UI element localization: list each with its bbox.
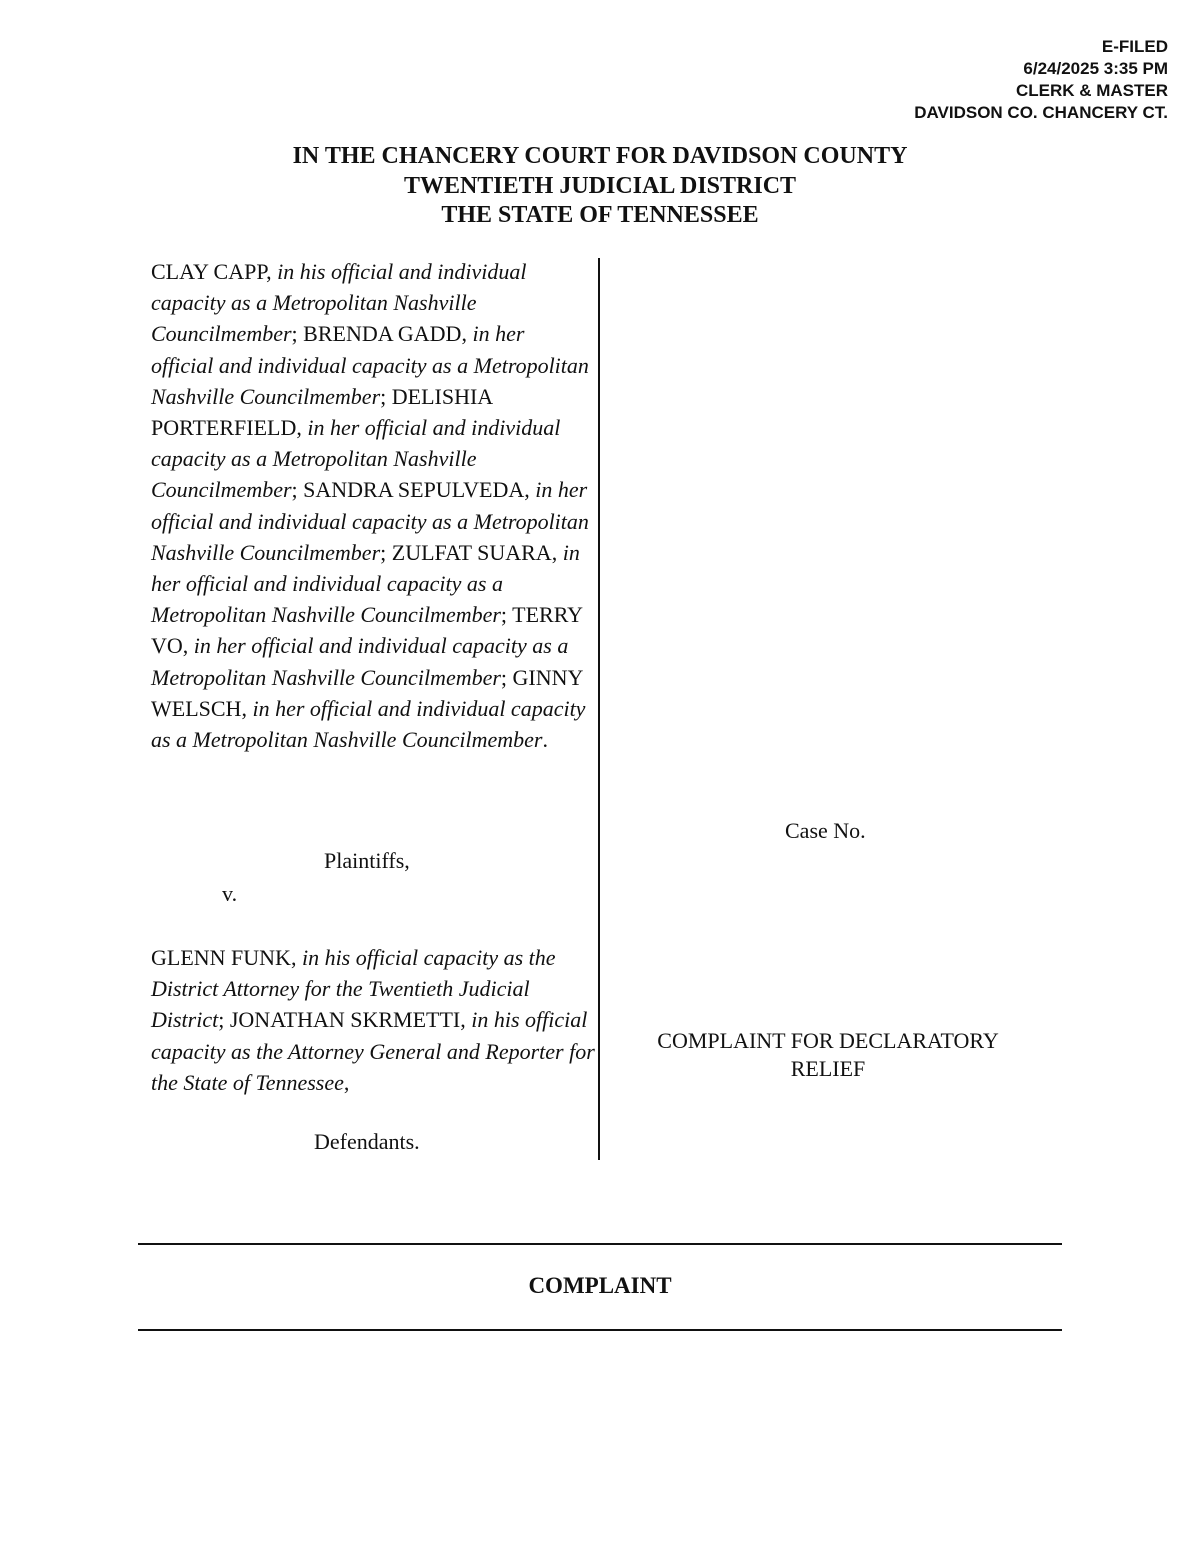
caption-divider: [598, 258, 600, 1160]
party-separator: ;: [500, 602, 508, 628]
party-capacity: in her official and individual capacity as a Metropolitan Nashville Councilmember: [151, 321, 589, 409]
party-name: SANDRA SEPULVEDA,: [303, 477, 530, 503]
heading-rule-top: [138, 1243, 1062, 1245]
party-separator: ;: [291, 477, 298, 503]
stamp-line: E-FILED: [1101, 37, 1168, 56]
stamp-line: DAVIDSON CO. CHANCERY CT.: [914, 103, 1168, 122]
court-caption: [0, 142, 1200, 231]
party-capacity: in his official capacity as the Attorney General and Reporter for the State of Tennessee: [151, 1007, 595, 1095]
plaintiffs-label: Plaintiffs,: [324, 848, 410, 873]
stamp-line: 6/24/2025 3:35 PM: [1023, 59, 1168, 78]
court-line: THE STATE OF TENNESSEE: [441, 202, 759, 228]
party-capacity: in her official and individual capacity as a Metropolitan Nashville Councilmember: [151, 477, 589, 565]
versus-label: v.: [222, 881, 238, 906]
party-separator: ,: [343, 1069, 350, 1095]
party-capacity: in her official and individual capacity as a Metropolitan Nashville Councilmember: [151, 415, 561, 503]
party-name: GLENN FUNK,: [151, 945, 297, 970]
party-capacity: in her official and individual capacity as a Metropolitan Nashville Councilmember: [151, 633, 569, 690]
party-capacity: in her official and individual capacity as a Metropolitan Nashville Councilmember: [151, 539, 580, 628]
party-name: BRENDA GADD,: [303, 321, 467, 347]
party-separator: ;: [380, 539, 387, 565]
document-type-line: COMPLAINT FOR DECLARATORY: [657, 1028, 999, 1053]
court-line: TWENTIETH JUDICIAL DISTRICT: [403, 172, 797, 199]
court-line: IN THE CHANCERY COURT FOR DAVIDSON COUNTY: [292, 143, 908, 169]
party-separator: ;: [218, 1007, 225, 1033]
complaint-heading: COMPLAINT: [528, 1273, 672, 1298]
heading-rule-bottom: [138, 1329, 1062, 1331]
document-type-line: RELIEF: [790, 1056, 866, 1081]
party-separator: ;: [380, 383, 387, 409]
party-name: CLAY CAPP,: [151, 259, 272, 284]
party-name: TERRY VO,: [151, 602, 583, 659]
party-capacity: in her official and individual capacity as a Metropolitan Nashville Councilmember: [151, 695, 586, 753]
party-capacity: in his official and individual capacity as a Metropolitan Nashville Councilmember: [151, 259, 527, 347]
case-number-label: Case No.: [785, 818, 866, 843]
party-name: DELISHIA PORTERFIELD,: [151, 383, 492, 441]
party-separator: ;: [500, 664, 508, 690]
defendants-label: Defendants.: [314, 1129, 420, 1154]
defendants-list: [151, 942, 596, 1098]
party-separator: ;: [291, 321, 298, 347]
party-capacity: in his official capacity as the District Attorney for the Twentieth Judicial District: [151, 945, 556, 1033]
party-name: ZULFAT SUARA,: [391, 539, 558, 565]
party-name: JONATHAN SKRMETTI,: [229, 1007, 466, 1033]
stamp-line: CLERK & MASTER: [1015, 81, 1168, 100]
efiled-stamp: [914, 36, 1168, 124]
plaintiffs-list: [151, 256, 591, 755]
party-name: GINNY WELSCH,: [151, 664, 583, 721]
party-separator: .: [542, 727, 548, 753]
document-type: [628, 1027, 1028, 1083]
